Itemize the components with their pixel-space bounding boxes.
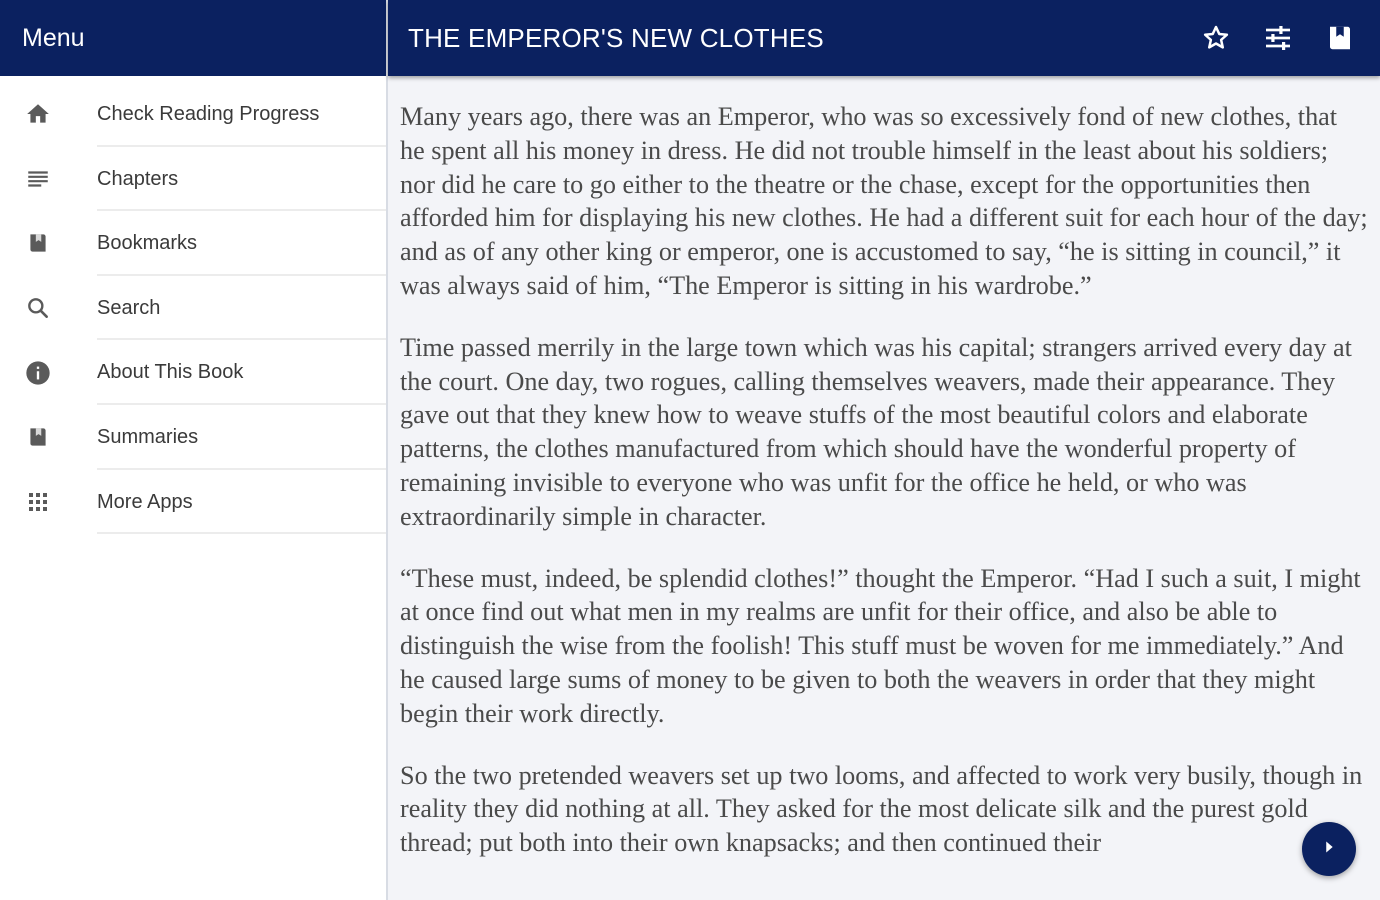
book-title: THE EMPEROR'S NEW CLOTHES bbox=[408, 22, 824, 53]
star-icon[interactable] bbox=[1194, 16, 1238, 60]
search-icon bbox=[24, 294, 52, 322]
reading-pane[interactable] bbox=[388, 76, 1380, 900]
drawer-header bbox=[0, 0, 386, 76]
drawer-title: Menu bbox=[22, 23, 85, 52]
menu-item-check-reading-progress[interactable] bbox=[0, 82, 386, 147]
story-paragraph: So the two pretended weavers set up two looms, and affected to work very busily, though in reality they did nothing at all. They asked for the most delicate silk and the purest gold thread; put both into their own knapsacks; and then continued their bbox=[400, 760, 1363, 858]
menu-item-label: More Apps bbox=[97, 490, 193, 513]
info-icon bbox=[24, 359, 52, 387]
next-page-button[interactable] bbox=[1302, 822, 1356, 876]
home-icon bbox=[24, 100, 52, 128]
menu-item-label: Check Reading Progress bbox=[97, 103, 320, 125]
menu-item-more-apps[interactable] bbox=[0, 470, 386, 535]
menu-item-summaries[interactable] bbox=[0, 405, 386, 470]
apps-grid-icon bbox=[24, 488, 52, 516]
menu-item-label: Chapters bbox=[97, 167, 179, 190]
menu-item-label: Bookmarks bbox=[97, 232, 198, 255]
tune-icon[interactable] bbox=[1256, 16, 1300, 60]
menu-item-bookmarks[interactable] bbox=[0, 211, 386, 276]
story-paragraph: Time passed merrily in the large town which was his capital; strangers arrived every day at the court. One day, two rogues, calling themselves weavers, made their appearance. They gave out that they knew how to weave stuffs of the most beautiful colors and elaborate patterns, the clothes manufactured from which should have the wonderful property of remaining invisible to everyone who was unfit for the office he held, or who was extraordinarily simple in character. bbox=[400, 332, 1352, 531]
chevron-right-icon bbox=[1318, 836, 1340, 863]
drawer-menu bbox=[0, 76, 386, 534]
book-icon bbox=[24, 229, 52, 257]
book-icon[interactable] bbox=[1318, 16, 1362, 60]
menu-item-label: Search bbox=[97, 296, 161, 319]
menu-item-about-this-book[interactable] bbox=[0, 340, 386, 405]
story-paragraph: Many years ago, there was an Emperor, who was so excessively fond of new clothes, that he spent all his money in dress. He did not trouble himself in the least about his soldiers; nor did he care to go either to the theatre or the chase, except for the opportunities then afforded him for displaying his new clothes. He had a different suit for each hour of the day; and as of any other king or emperor, one is accustomed to say, “he is sitting in council,” it was always said of him, “The Emperor is sitting in his wardrobe.” bbox=[400, 102, 1368, 300]
app-bar bbox=[388, 0, 1380, 76]
list-icon bbox=[24, 165, 52, 193]
menu-divider bbox=[97, 532, 386, 534]
menu-item-search[interactable] bbox=[0, 276, 386, 341]
menu-item-chapters[interactable] bbox=[0, 147, 386, 212]
book-icon bbox=[24, 423, 52, 451]
story-paragraph: “These must, indeed, be splendid clothes!” thought the Emperor. “Had I such a suit, I might at once find out what men in my realms are unfit for their office, and also be able to distinguish the wise from the foolish! This stuff must be woven for me immediately.” And he caused large sums of money to be given to both the weavers in order that they might begin their work directly. bbox=[400, 563, 1361, 728]
navigation-drawer bbox=[0, 0, 386, 900]
menu-item-label: About This Book bbox=[97, 361, 244, 384]
menu-item-label: Summaries bbox=[97, 425, 199, 448]
